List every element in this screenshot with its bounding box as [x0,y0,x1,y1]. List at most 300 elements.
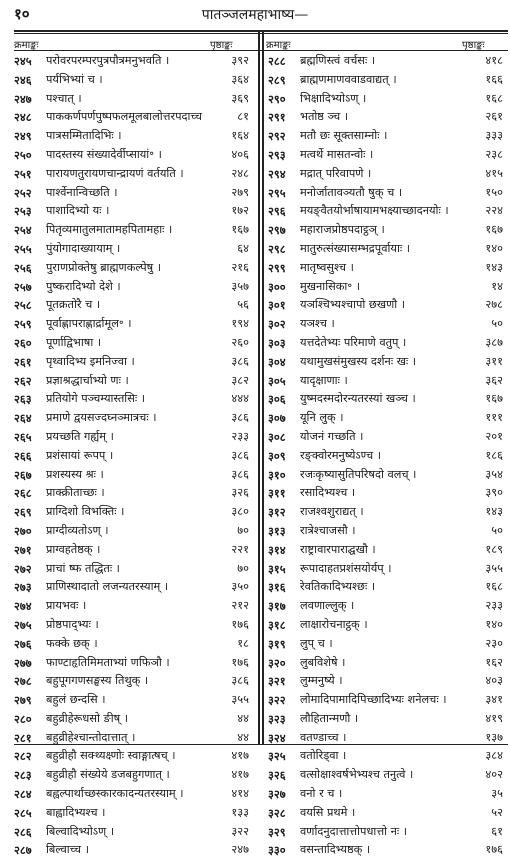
index-row [268,259,503,278]
sutra-number: २६८ [14,486,32,501]
index-row [14,616,249,635]
sutra-number: २४८ [14,110,32,125]
page-reference: ४४ [237,730,249,744]
sutra-text: बिल्वाच्च । [46,843,89,857]
sutra-number: २८५ [14,805,32,820]
page-reference: २१२ [231,599,249,613]
sutra-number: २६७ [14,467,32,482]
sutra-text: मत्वर्थे मासतन्वोः । [300,147,374,161]
index-row [14,353,249,372]
page-reference: ४१४ [231,787,249,801]
page-reference: १८९ [485,542,503,556]
sutra-text: प्राग्वहतेष्ठक् । [46,542,101,556]
sutra-text: प्राणिस्थादातो लजन्यतरस्याम् । [46,580,169,594]
sutra-text: बिल्वादिभ्योऽण् । [46,824,115,838]
index-row [268,71,503,90]
sutra-number: २५७ [14,279,32,294]
index-row [268,747,503,766]
page-reference: १९४ [231,317,249,331]
index-row [14,202,249,221]
sutra-text: यूनि लुक् । [300,411,344,425]
page-reference: १४० [485,617,503,631]
index-row [14,672,249,691]
sutra-number: ३०७ [268,411,286,426]
page-reference: ३८० [231,505,249,519]
index-row [268,729,503,748]
index-row [14,466,249,485]
index-row [14,654,249,673]
index-row [268,146,503,165]
page-reference: १४३ [485,505,503,519]
sutra-text: पाशादिभ्यो यः । [46,204,110,218]
page-reference: ३६९ [231,91,249,105]
sutra-number: ३०० [268,279,286,294]
index-row [268,616,503,635]
page-reference: ३८२ [231,373,249,387]
sutra-number: २८२ [14,749,32,764]
sutra-number: २७० [14,523,32,538]
sutra-text: प्रशस्यस्य श्रः । [46,467,104,481]
index-row [268,522,503,541]
page-reference: ३५५ [485,561,503,575]
page-reference: ३८६ [231,448,249,462]
sutra-text: पुष्करादिभ्यो देशे । [46,279,121,293]
page-reference: ३८६ [231,354,249,368]
index-row [14,390,249,409]
sutra-number: २९० [268,91,286,106]
sutra-number: ३१० [268,467,286,482]
index-row [268,165,503,184]
sutra-text: भिक्षादिभ्योऽण् । [300,91,367,105]
sutra-number: २५८ [14,298,32,313]
page-number: १० [14,5,30,23]
sutra-number: २८६ [14,824,32,839]
sutra-number: २९४ [268,166,286,181]
page-reference: १६८ [485,580,503,594]
sutra-number: २६४ [14,411,32,426]
index-row [268,597,503,616]
index-row [268,315,503,334]
page-reference: ४१७ [231,768,249,782]
sutra-number: ३३० [268,843,286,858]
sutra-text: पूतक्रतोरै च । [46,298,101,312]
sutra-number: २८३ [14,768,32,783]
page-reference: ४१५ [485,166,503,180]
sutra-number: २९८ [268,241,286,256]
sutra-text: प्राग्दीव्यतोऽण् । [46,523,109,537]
sutra-text: प्रमाणे द्वयसज्दघ्नञ्मात्रचः । [46,411,157,425]
sutra-number: ३१४ [268,542,286,557]
index-row [268,785,503,804]
top-double-rule-2 [14,33,508,34]
sutra-text: वसन्तादिभ्यष्ठक् । [300,843,371,857]
index-row [14,785,249,804]
index-row [268,221,503,240]
sutra-number: ३१८ [268,617,286,632]
index-row [268,823,503,842]
page-reference: १६४ [231,129,249,143]
page-reference: ३५७ [231,279,249,293]
sutra-text: वतण्डाच्च । [300,730,347,744]
sutra-number: ३२६ [268,768,286,783]
index-row [268,202,503,221]
sutra-text: बहुलं छन्दसि । [46,693,106,707]
index-row [14,747,249,766]
sutra-text: मनोर्जातावञ्यतौ षुक् च । [300,185,403,199]
sutra-text: मयङ्वैतयोर्भाषायामभक्ष्याच्छादनयोः । [300,204,449,218]
sutra-text: रात्रेश्चाजसौ । [300,523,356,537]
page-reference: ३८६ [231,411,249,425]
sutra-text: लवणाल्लुक् । [300,599,355,613]
sutra-number: ३१७ [268,599,286,614]
page-reference: ७० [237,561,249,575]
sutra-number: २७७ [14,655,32,670]
sutra-text: प्रतियोगे पञ्चम्यास्तसिः । [46,392,146,406]
page-reference: ४४ [237,711,249,725]
page-reference: १३३ [231,805,249,819]
sutra-text: लुबविशेषे । [300,655,346,669]
sutra-number: २७४ [14,599,32,614]
left-col-header-num: क्रमाङ्कः [14,40,39,51]
page-title: पातञ्जलमहाभाष्य— [201,7,309,23]
index-row [14,127,249,146]
sutra-number: २५६ [14,260,32,275]
sutra-text: बह्वल्पार्थाच्छस्कारकादन्यतरस्याम् । [46,787,184,801]
page-reference: २४७ [231,843,249,857]
sutra-number: २९६ [268,204,286,219]
index-row [14,635,249,654]
page-reference: २७९ [231,185,249,199]
sutra-text: रजःकृष्यासुतिपरिषदो वलच् । [300,467,417,481]
page-reference: ३३३ [485,129,503,143]
sutra-text: युष्मदस्मदोरन्यतरस्यां खञ्च । [300,392,416,406]
page-reference: २२४ [485,204,503,218]
index-row [14,541,249,560]
index-row [14,146,249,165]
sutra-number: ३०२ [268,317,286,332]
sutra-number: २६१ [14,354,32,369]
sutra-number: ३१५ [268,561,286,576]
index-row [14,240,249,259]
sutra-text: यञश्च । [300,317,335,331]
right-column-list [268,52,503,860]
index-row [268,654,503,673]
sutra-number: ३१६ [268,580,286,595]
page-reference: ३२६ [231,486,249,500]
sutra-text: लुप् च । [300,636,333,650]
sutra-text: पारायणतुरायणचान्द्रायणं वर्तयति । [46,166,184,180]
sutra-number: २७८ [14,674,32,689]
page-reference: १८६ [485,448,503,462]
page-reference: १६७ [485,223,503,237]
index-row [14,315,249,334]
index-row [14,296,249,315]
sutra-text: प्रायभवः । [46,599,87,613]
index-row [268,108,503,127]
left-col-header-page: पृष्ठाङ्कः [210,40,233,51]
index-row [14,729,249,748]
index-row [268,766,503,785]
page-reference: १७६ [485,843,503,857]
sutra-number: २४६ [14,72,32,87]
sutra-text: राजश्वशुराद्यत् । [300,505,364,519]
sutra-text: बहुव्रीहेश्चान्तोदात्तात् । [46,730,136,744]
sutra-text: भतोष्ठ ञ्च । [300,110,349,124]
index-row [14,597,249,616]
sutra-number: ३२० [268,655,286,670]
sutra-text: परोवरपरम्परपुत्रपौत्रमनुभवति । [46,54,170,67]
index-row [14,372,249,391]
sutra-number: २६२ [14,373,32,388]
index-row [14,165,249,184]
page-header [0,0,510,30]
page-reference: १७२ [231,204,249,218]
index-row [268,578,503,597]
top-double-rule-1 [14,30,508,32]
index-row [14,766,249,785]
sutra-number: ३२९ [268,824,286,839]
page-reference: ३८४ [485,749,503,763]
sutra-number: २७३ [14,580,32,595]
sutra-text: रङ्क्वोरमनुष्येऽण्च । [300,448,382,462]
index-row [268,372,503,391]
sutra-number: २४७ [14,91,32,106]
sutra-text: वतोरिड्वा । [300,749,347,763]
sutra-number: २७६ [14,636,32,651]
index-row [14,447,249,466]
page-reference: १४ [491,279,503,293]
sutra-text: प्रोष्ठपाद्भ्यः । [46,617,99,631]
sutra-number: ३२३ [268,711,286,726]
sutra-number: २८८ [268,54,286,68]
sutra-text: रेवतिकादिभ्यश्छः । [300,580,376,594]
sutra-number: २७२ [14,561,32,576]
sutra-number: २९२ [268,129,286,144]
page-reference: २३० [485,636,503,650]
index-row [268,691,503,710]
page-reference: १११ [485,411,503,425]
column-header-rule [14,50,508,51]
page-reference: १५० [485,185,503,199]
index-row [14,560,249,579]
sutra-number: २५९ [14,317,32,332]
page-reference: २७८ [485,298,503,312]
sutra-text: प्रयच्छति गर्ह्यम् । [46,429,114,443]
sutra-text: ब्रह्मणिस्त्वं वर्चसः । [300,54,376,67]
index-row [268,672,503,691]
page-reference: ३९० [485,486,503,500]
sutra-text: वयसि प्रथमे । [300,805,356,819]
page-reference: १६८ [485,91,503,105]
page-reference: ३६४ [231,72,249,86]
page-reference: ८१ [237,110,249,124]
page-reference: ३८६ [231,467,249,481]
sutra-number: २५० [14,147,32,162]
right-col-header-page: पृष्ठाङ्कः [462,40,485,51]
index-row [14,710,249,729]
index-row [268,353,503,372]
index-row [268,560,503,579]
sutra-text: यादृक्षाणाः । [300,373,348,387]
index-row [14,823,249,842]
page-reference: २१६ [231,260,249,274]
sutra-text: बाह्वादिभ्यश्च । [46,805,106,819]
sutra-number: २७९ [14,693,32,708]
sutra-text: रूपादाहतप्रशंसयोर्यप् । [300,561,392,575]
sutra-text: मातृष्वसुश्च । [300,260,354,274]
sutra-text: वनो र च । [300,787,343,801]
sutra-number: ३२५ [268,749,286,764]
page-reference: ३४१ [485,693,503,707]
sutra-number: ३२४ [268,730,286,745]
page-reference: १४० [485,241,503,255]
sutra-number: २८७ [14,843,32,858]
sutra-text: यञश्चिभ्यश्चापो छखणौ । [300,298,406,312]
sutra-text: पुराणप्रोक्तेषु ब्राह्मणकल्पेषु । [46,260,162,274]
sutra-text: राष्ट्रावारपाराद्घखौ । [300,542,376,556]
page-reference: २६१ [485,110,503,124]
index-row [268,428,503,447]
sutra-number: २५१ [14,166,32,181]
page-reference: १६७ [231,223,249,237]
page-reference: ४४४ [231,392,249,406]
sutra-number: ३१९ [268,636,286,651]
sutra-text: पश्चात् । [46,91,82,105]
index-row [268,466,503,485]
sutra-text: प्रज्ञाश्रद्धार्चाभ्यो णः । [46,373,129,387]
page-reference: ४१७ [231,749,249,763]
sutra-number: ३०१ [268,298,286,313]
page-reference: ३५ [491,787,503,801]
index-row [268,240,503,259]
page-reference: १६६ [485,72,503,86]
index-row [268,90,503,109]
page-reference: ३५४ [485,467,503,481]
sutra-text: बहुव्रीहौ संख्येये डजबहुगणात् । [46,768,170,782]
page-reference: ४०३ [485,674,503,688]
sutra-number: २५३ [14,204,32,219]
sutra-number: २५५ [14,241,32,256]
index-row [268,127,503,146]
sutra-text: मातुरुत्संख्यासम्भद्रपूर्वायाः । [300,241,411,255]
index-row [14,90,249,109]
sutra-number: २८९ [268,72,286,87]
sutra-text: वर्णादनुदात्तात्तोपधात्तो नः । [300,824,408,838]
sutra-number: ३०४ [268,354,286,369]
sutra-number: २८१ [14,730,32,745]
sutra-text: लाक्षारोचनाट्ठक् । [300,617,368,631]
page-reference: ५० [491,317,503,331]
sutra-text: मद्रात् परिवापणे । [300,166,372,180]
sutra-text: प्राचां ष्फ तद्धितः । [46,561,120,575]
sutra-number: २८४ [14,787,32,802]
sutra-number: ३०३ [268,335,286,350]
sutra-text: पितृव्यमातुलमातामहपितामहाः । [46,223,173,237]
sutra-text: बहुव्रीहौ सक्थ्यक्ष्णोः स्वाङ्गात्षच् । [46,749,176,763]
page-reference: ३८७ [485,335,503,349]
index-row [14,334,249,353]
page-reference: ३५० [231,580,249,594]
sutra-number: २९१ [268,110,286,125]
index-row [268,710,503,729]
sutra-text: महाराजप्रोष्ठपदाट्ठञ् । [300,223,385,237]
index-row [268,841,503,860]
sutra-text: पात्रसम्मितादिभिः । [46,129,122,143]
sutra-text: पृथ्वादिभ्य इमनिज्वा । [46,354,135,368]
sutra-text: बहुव्रीहेरूधसो ङीष् । [46,711,129,725]
sutra-text: प्राग्दिशो विभक्तिः । [46,505,125,519]
index-row [268,184,503,203]
sutra-text: मुखनासिका॰ । [300,279,361,293]
index-row [268,334,503,353]
sutra-number: २७१ [14,542,32,557]
sutra-text: प्रशंसायां रूपप् । [46,448,114,462]
page-reference: ३२२ [231,824,249,838]
page-reference: ३६२ [485,373,503,387]
page-reference: ४१८ [485,54,503,67]
sutra-number: ३०५ [268,373,286,388]
index-row [14,841,249,860]
sutra-text: पूर्वाह्णापराह्णार्द्रामूल॰ । [46,317,132,331]
page-reference: २२१ [231,542,249,556]
index-row [268,447,503,466]
sutra-text: पुंयोगादाख्यायाम् । [46,241,121,255]
index-row [14,804,249,823]
sutra-number: २९५ [268,185,286,200]
page-reference: १४३ [485,260,503,274]
sutra-text: लोमादिपामादिपिच्छादिभ्यः शनेलचः । [300,693,447,707]
index-row [268,390,503,409]
sutra-text: लुम्मनुष्ये । [300,674,343,688]
page-reference: १७६ [231,617,249,631]
index-row [14,428,249,447]
page-reference: २०१ [485,429,503,443]
sutra-number: २४५ [14,54,32,68]
sutra-text: मतौ छः सूक्तसाम्नोः । [300,129,388,143]
column-divider-1 [258,32,260,744]
column-divider-2 [262,32,264,744]
sutra-number: ३०९ [268,448,286,463]
sutra-number: ३२७ [268,787,286,802]
page-reference: ३८६ [231,674,249,688]
page-reference: ४०६ [231,147,249,161]
index-row [14,108,249,127]
page-reference: १६२ [485,655,503,669]
page-reference: ४०२ [485,768,503,782]
page-reference: ५६ [237,298,249,312]
sutra-text: पार्श्वेनान्विच्छति । [46,185,118,199]
sutra-number: २९३ [268,147,286,162]
page-reference: ३९२ [231,54,249,67]
index-row [268,804,503,823]
sutra-text: ब्राह्मणमाणववाडवाद्यत् । [300,72,397,86]
sutra-number: २६० [14,335,32,350]
page-reference: २६० [231,335,249,349]
page-reference: ७० [237,523,249,537]
index-row [14,184,249,203]
page-reference: २४८ [231,166,249,180]
sutra-text: पर्यभिभ्यां च । [46,72,103,86]
sutra-number: ३१२ [268,505,286,520]
sutra-text: बहुपूगगणसङ्घस्य तिथुक् । [46,674,149,688]
sutra-number: ३२८ [268,805,286,820]
page-reference: १३७ [485,730,503,744]
index-row [14,259,249,278]
page-reference: ५२ [491,805,503,819]
index-row [14,484,249,503]
left-column-list [14,52,249,860]
sutra-text: पादस्तस्य संख्यादेर्वीप्सायां॰ । [46,147,162,161]
